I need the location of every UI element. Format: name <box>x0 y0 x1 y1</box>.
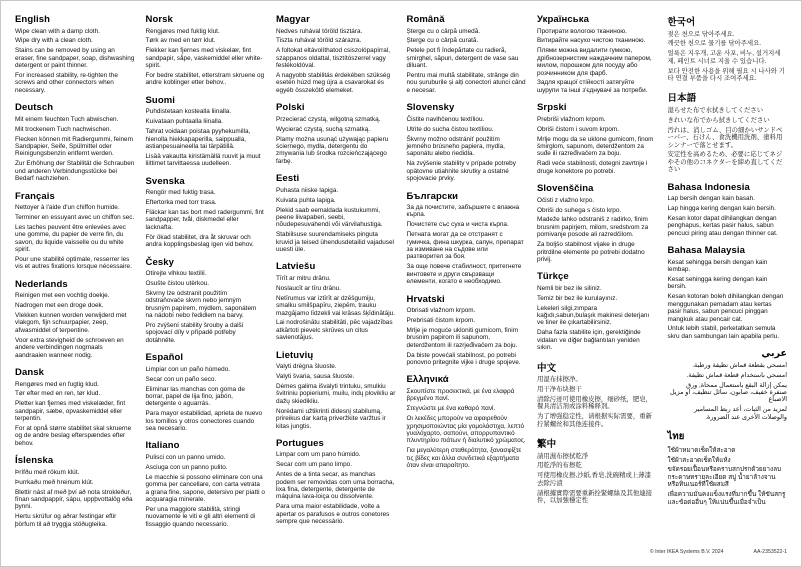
language-heading-arabic: عربي <box>761 348 787 360</box>
instruction-paragraph: Madeže lahko odstraniš z radirko, finim brusnim papirjem, milom, sredstvom za pomivanje posode ali razredčilom. <box>537 216 649 239</box>
instruction-paragraph: Плями можна видалити гумкою, дрібнозернистим наждачним папером, милом, порошком для посуду або розчинником для фарб. <box>537 47 652 77</box>
instruction-paragraph: Utrite do sucha čistou textíliou. <box>406 125 494 133</box>
instruction-paragraph: Nedves ruhával töröld tisztára. <box>276 27 363 35</box>
language-heading-espanol: Español <box>145 352 184 364</box>
language-heading-latviesu: Latviešu <box>276 261 316 273</box>
copyright-text: © Inter IKEA Systems B.V. 2024 <box>649 549 724 555</box>
instruction-paragraph: Na zvýšenie stability v prípade potreby opätovne utiahnite skrutky a ostatné spojovacie prvky. <box>406 160 516 183</box>
section-bahasa-indonesia <box>668 182 788 238</box>
section-thai <box>668 429 788 506</box>
section-chinese-traditional <box>537 436 657 504</box>
instruction-paragraph: For increased stability, re-tighten the screws and other connectors when necessary. <box>15 72 118 94</box>
instruction-paragraph: 安定性を高めるため、必要に応じてネジやその他のコネクターを締め直してください <box>667 151 783 174</box>
section-nederlands <box>15 279 135 359</box>
column-4 <box>407 14 527 542</box>
instruction-paragraph: За да почистите, забършете с влажна кърпа. <box>406 204 520 219</box>
instruction-paragraph: Οι λεκέδες μπορούν να αφαιρεθούν χρησιμοποιώντας μία γομολάστιχα, λεπτό γυαλόχαρτο, σαπούνι, απορρυπαντικό πλυντηρίου πιάτων ή διαλυτικό χρώματος. <box>406 415 526 445</box>
instruction-paragraph: Stains can be removed by using an eraser, fine sandpaper, soap, dishwashing detergent or paint thinner. <box>15 47 135 70</box>
instruction-paragraph: Limpar com um pano húmido. <box>276 451 361 459</box>
language-heading-ellinika: Ελληνικά <box>406 374 449 386</box>
section-norsk <box>146 14 266 87</box>
instruction-paragraph: Kuivataan puhtaalla liinalla. <box>145 118 223 126</box>
column-5 <box>537 14 657 542</box>
instruction-paragraph: Le macchie si possono eliminare con una gomma per cancellare, con carta vetrata a grana fine, sapone, detersivo per piatti o acquaragia minerale. <box>145 473 265 503</box>
instruction-paragraph: Kesat sehingga bersih dengan kain lembap. <box>667 258 768 274</box>
instruction-paragraph: امسحي بقطعة قماش نظيفة ورطبة. <box>692 361 787 369</box>
column-6 <box>668 14 788 542</box>
instruction-paragraph: Tør efter med en ren, tør klud. <box>15 390 101 398</box>
instruction-paragraph: Για μεγαλύτερη σταθερότητα, ξανασφίξτε τις βίδες και άλλα συνδετικά εξαρτήματα όταν είναι απαραίτητο. <box>406 447 522 470</box>
instruction-paragraph: Rengör med fuktig trasa. <box>145 189 216 197</box>
instruction-paragraph: Čistite navlhčenou textíliou. <box>406 115 485 123</box>
instruction-paragraph: Daha fazla stabilite için, gerektiğinde vidaları ve diğer bağlantıları yeniden sıkın. <box>537 329 641 352</box>
instruction-paragraph: Asciuga con un panno pulito. <box>145 463 228 471</box>
language-heading-deutsch: Deutsch <box>15 102 54 114</box>
instruction-paragraph: امسحي باستخدام قطعة قماش نظيفة. <box>686 371 787 379</box>
instruction-paragraph: Flekker kan fjernes med viskelær, fint sandpapir, såpe, vaskemiddel eller white-spirit. <box>145 47 263 70</box>
language-heading-ukrainska: Українська <box>537 14 589 25</box>
section-dansk <box>15 367 135 447</box>
instruction-paragraph: For at opnå større stabilitet skal skruerne og de andre beslag efterspændes efter behov. <box>15 425 132 447</box>
instruction-paragraph: Lekeleri silgi,zımpara kağıdı,sabun,bulaşık makinesi deterjanı ve tiner ile çıkartabilirsiniz. <box>537 304 650 327</box>
instruction-paragraph: 可使用橡皮擦,沙紙,香皂,洗碗精或上薄漆去除污漬 <box>537 472 651 487</box>
language-heading-islenska: Íslenska <box>15 455 54 467</box>
instruction-paragraph: Puhdistetaan kostealla liinalla. <box>145 108 232 116</box>
instruction-paragraph: Secar com um pano limpo. <box>276 461 353 469</box>
instruction-paragraph: Tīrīt ar mitru drānu. <box>276 274 331 282</box>
instruction-paragraph: Wipe clean with a damp cloth. <box>15 27 100 35</box>
instruction-paragraph: Osušte čistou utěrkou. <box>145 279 210 287</box>
section-islenska <box>15 455 135 528</box>
instruction-paragraph: Skvrny lze odstranit použitím odstraňovače skvrn nebo jemným brusným papírem, mýdlem, saponátem na nádobí nebo ředidlem na barvy. <box>145 289 257 320</box>
language-heading-polski: Polski <box>276 102 305 114</box>
instruction-paragraph: Протирати вологою тканиною. <box>537 27 627 35</box>
instruction-paragraph: きれいな布でから拭きしてください <box>667 116 770 124</box>
section-polski <box>276 102 396 165</box>
language-heading-slovensky: Slovensky <box>406 102 455 114</box>
instruction-paragraph: A nagyobb stabilitás érdekében szükség esetén húzd meg újra a csavarokat és egyéb összekötő elemeket. <box>276 72 391 94</box>
instruction-paragraph: Noslaucīt ar tīru drānu. <box>276 284 342 292</box>
language-heading-japanese: 日本語 <box>667 93 697 105</box>
instruction-paragraph: Почистете със суха и чиста кърпа. <box>406 221 509 229</box>
section-japanese <box>668 90 788 173</box>
section-bulgarski <box>407 191 527 286</box>
instruction-paragraph: 用乾淨的布擦乾 <box>537 462 582 470</box>
instruction-paragraph: Vlekken kunnen worden verwijderd met vlakgom, fijn schuurpapier, zeep, afwasmiddel of terpentine. <box>15 312 127 334</box>
instruction-paragraph: Eliminar las manchas con goma de borrar, papel de lija fino, jabón, detergente o aguarrás. <box>145 385 245 408</box>
instruction-paragraph: Reinigen met een vochtig doekje. <box>15 292 110 300</box>
instruction-paragraph: Nemli bir bez ile siliniz. <box>537 284 602 292</box>
section-deutsch <box>15 102 135 182</box>
section-suomi <box>146 95 266 168</box>
instruction-paragraph: Radi veće stabilnosti, dotegni zavrtnje i druge konektore po potrebi. <box>537 160 648 175</box>
instruction-paragraph: 請用濕布擦拭乾淨 <box>537 452 589 460</box>
instruction-paragraph: A foltokat eltávolíthatod csiszolópapírral, szappanos oldattal, tisztítószerrel vagy festékoldóval. <box>276 47 391 70</box>
instruction-paragraph: Задля кращої стійкості затягуйте шурупи та інші з'єднувачі за потреби. <box>537 79 648 94</box>
instruction-paragraph: Temiz bir bez ile kurulayınız. <box>537 294 618 302</box>
instruction-paragraph: Mit trockenem Tuch nachwischen. <box>15 125 112 133</box>
section-korean <box>668 14 788 82</box>
instruction-paragraph: Netīrumus var iztīrīt ar dzēšgumiju, smalku smilšpapīru, ziepēm, trauku mazgājamo līdzekli vai krāsas šķīdinātāju. <box>276 294 395 317</box>
instruction-paragraph: Pulisci con un panno umido. <box>145 453 226 461</box>
instruction-paragraph: Pentru mai multă stabilitate, strânge din nou șuruburile și alți conectori atunci când e necesar. <box>406 72 526 94</box>
language-heading-bahasa-malaysia: Bahasa Malaysia <box>667 245 746 257</box>
section-bahasa-malaysia <box>668 245 788 340</box>
instruction-paragraph: Puhasta niiske lapiga. <box>276 186 339 194</box>
instruction-paragraph: Da biste povećali stabilnost, po potrebi ponovno pritegnite vijke i druge spojeve. <box>406 351 521 366</box>
section-hrvatski <box>407 294 527 367</box>
instruction-paragraph: Prebriši vlažnom krpom. <box>537 115 606 123</box>
instruction-paragraph: 汚れは、消しゴム、目の細かいサンドペーパー、石けん、食洗機用洗剤、塗料用シンナーで落とせます。 <box>667 126 783 149</box>
instruction-paragraph: 얼룩은 지우개, 고운 사포, 비누, 설거지세제, 페인트 시너로 지울 수 있습니다. <box>667 50 781 65</box>
instruction-paragraph: 用干净布块擦干 <box>537 386 582 393</box>
column-1 <box>15 14 135 542</box>
instruction-paragraph: 用湿布抹擦净。 <box>537 376 582 384</box>
instruction-paragraph: Zur Erhöhung der Stabilität die Schrauben und anderen Verbindungsstücke bei Bedarf nachziehen. <box>15 160 135 183</box>
instruction-paragraph: Lisää vakautta kiristämällä ruuvit ja muut liittimet tarvittaessa uudelleen. <box>145 152 261 168</box>
section-turkce <box>537 271 657 351</box>
instruction-paragraph: Fläckar kan tas bort med radergummi, fint sandpapper, tvål, diskmedel eller lacknafta. <box>145 209 264 231</box>
instruction-paragraph: Les taches peuvent être enlevées avec une gomme, du papier de verre fin, du savon, du liquide vaisselle ou du white spirit. <box>15 223 126 254</box>
section-svenska <box>146 176 266 249</box>
instruction-paragraph: ใช้ผ้าหมาดเช็ดให้สะอาด <box>667 446 736 454</box>
instruction-paragraph: Valyti švaria, sausa šluoste. <box>276 373 355 381</box>
instruction-paragraph: Σκουπίστε προσεκτικά, με ένα ελαφρά βρεγμένο πανί. <box>406 387 515 403</box>
section-english <box>15 14 135 94</box>
instruction-paragraph: Șterge cu o cârpă curată. <box>406 37 479 45</box>
instruction-paragraph: Eftertorka med torr trasa. <box>145 199 217 207</box>
instruction-paragraph: Þurrkaðu með hreinum klút. <box>15 478 94 486</box>
instruction-paragraph: ขจัดรอยเปื้อนหรือคราบสกปรกด้วยยางลบ กระดาษทรายละเอียด สบู่ น้ำยาล้างจาน หรือทินเนอร์ที่ใช้ผสมสี <box>667 466 782 489</box>
instruction-paragraph: 湿らせた布で水拭きしてください <box>667 106 764 114</box>
column-2 <box>146 14 266 542</box>
section-cesky <box>146 257 266 345</box>
language-heading-francais: Français <box>15 190 55 202</box>
language-heading-hrvatski: Hrvatski <box>406 293 445 305</box>
instruction-paragraph: Tahrat voidaan poistaa pyyhekumilla, hienolla hiekkapaperilla, saippualla, astianpesuaineella tai tärpätillä. <box>145 128 251 150</box>
instruction-paragraph: Kesan kotoran boleh dihilangkan dengan menggunakan pemadam atau kertas pasir halus, sabun pencuci pinggan mangkuk atau pencair cat. <box>667 293 784 323</box>
page <box>1 1 801 566</box>
instruction-paragraph: Plamy można usunąć używając papieru ściernego, mydła, detergentu do zmywania lub środka rozcieńczającego farbę. <box>276 135 389 165</box>
instruction-paragraph: Петната могат да се отстранят с гумичка, фина шкурка, сапун, препарат за измиване на съдове или разтворител за боя. <box>406 231 524 261</box>
section-romana <box>407 14 527 94</box>
language-heading-srpski: Srpski <box>537 102 567 114</box>
instruction-paragraph: เพื่อความมั่นคงแข็งแรงที่มากขึ้น ให้ขันสกรูและข้อต่ออื่นๆ ให้แน่นขึ้นเมื่อจำเป็น <box>667 491 786 506</box>
language-heading-dansk: Dansk <box>15 367 45 378</box>
instruction-paragraph: Nettoyer à l'aide d'un chiffon humide. <box>15 204 120 211</box>
language-heading-suomi: Suomi <box>145 94 176 106</box>
section-latviesu <box>276 261 396 341</box>
section-srpski <box>537 102 657 175</box>
instruction-paragraph: يمكن إزالة البقع باستعمال ممحاة, ورق صنفرة خفيف، صابون، سائل تنظيف، او مزيل الاصباغ <box>669 381 787 404</box>
instruction-paragraph: Škvrny možno odstrániť použitím jemného brúsneho papiera, mydla, saponátu alebo riedidla. <box>406 135 505 158</box>
section-lietuviu <box>276 350 396 430</box>
instruction-paragraph: Wycierać czystą, suchą szmatką. <box>276 125 371 133</box>
language-heading-korean: 한국어 <box>667 17 696 28</box>
section-ellinika <box>407 374 527 469</box>
language-heading-portugues: Portugues <box>276 437 324 449</box>
instruction-paragraph: Tørk av med en tørr klut. <box>145 37 216 45</box>
instruction-paragraph: Terminer en essuyant avec un chiffon sec. <box>15 213 135 221</box>
language-heading-bahasa-indonesia: Bahasa Indonesia <box>667 181 750 193</box>
column-3 <box>276 14 396 542</box>
section-eesti <box>276 173 396 253</box>
instruction-paragraph: 젖은 천으로 닦아주세요. <box>667 30 735 38</box>
instruction-paragraph: Očisti z vlažno krpo. <box>537 196 595 204</box>
instruction-paragraph: Voor extra stevigheid de schroeven en andere verbindingen nogmaals aandraaien wanneer nodig. <box>15 336 124 359</box>
instruction-paragraph: Tiszta ruhával töröld szárazra. <box>276 37 362 45</box>
instruction-paragraph: Pletter kan fjernes med viskelæder, fint sandpapir, sæbe, opvaskemiddel eller terpentin. <box>15 400 126 423</box>
language-heading-nederlands: Nederlands <box>15 278 68 290</box>
instruction-paragraph: Kesan kotor dapat dihilangkan dengan penghapus, kertas pasir halus, sabun pencuci piring atau dengan thinner cat. <box>667 215 778 237</box>
document-number: AA-2353522-1 <box>753 549 787 555</box>
instruction-paragraph: Витирайте насухо чистою тканиною. <box>537 37 646 45</box>
instruction-paragraph: Valyti drėgna šluoste. <box>276 363 337 371</box>
instruction-paragraph: Per una maggiore stabilità, stringi nuovamente le viti e gli altri elementi di fissaggio quando necessario. <box>145 505 256 528</box>
language-heading-norsk: Norsk <box>145 14 173 25</box>
language-heading-english: English <box>15 14 51 25</box>
instruction-paragraph: Șterge cu o cârpă umedă. <box>406 27 481 35</box>
instruction-paragraph: Lap hingga kering dengan kain bersih. <box>667 205 776 213</box>
instruction-paragraph: 깨끗한 천으로 물기를 닦아주세요. <box>667 40 762 48</box>
instruction-paragraph: Pour une stabilité optimale, resserrer les vis et autres fixations lorsque nécessaire. <box>15 255 132 271</box>
instruction-paragraph: Rengjøres med fuktig klut. <box>145 27 220 35</box>
language-heading-turkce: Türkçe <box>537 271 569 283</box>
instruction-paragraph: Rengøres med en fugtig klud. <box>15 380 99 388</box>
instruction-paragraph: Petele pot fi îndepărtate cu radieră, șmirghel, săpun, detergent de vase sau diluant. <box>406 47 519 70</box>
language-heading-lietuviu: Lietuvių <box>276 349 314 361</box>
instruction-paragraph: ใช้ผ้าสะอาดเช็ดให้แห้ง <box>667 456 731 464</box>
section-slovenscina <box>537 183 657 263</box>
instruction-paragraph: 보다 안전한 사용을 위해 필요 시 나사와 기타 연결 부품을 다시 조여주세요. <box>667 67 785 83</box>
section-espanol <box>146 352 266 432</box>
instruction-paragraph: För ökad stabilitet, dra åt skruvar och andra kopplingsbeslag igen vid behov. <box>145 233 254 249</box>
language-heading-romana: Română <box>406 14 445 25</box>
instruction-paragraph: Secar con un paño seco. <box>145 375 217 383</box>
instruction-paragraph: Plekid saab eemaldada kustukummi, peene liivapaberi, seebi, nõudepesuvahendi või värvilahustiga. <box>276 206 383 229</box>
instruction-paragraph: Obriši čistom i suvom krpom. <box>537 125 620 133</box>
section-francais <box>15 191 135 271</box>
instruction-paragraph: 請根據實際需要重新拴緊螺絲及其他連接件，以加強穩定性 <box>537 489 653 505</box>
instruction-paragraph: Para uma maior estabilidade, volte a apertar os parafusos e outros conetores sempre que necessário. <box>276 503 390 526</box>
instruction-paragraph: Στεγνώστε με ένα καθαρό πανί. <box>406 405 496 413</box>
instruction-paragraph: Prebrisati čistom krpom. <box>406 316 476 324</box>
instruction-paragraph: Untuk lebih stabil, perketatkan semula skru dan sambungan lain apabila perlu. <box>667 325 780 340</box>
instruction-paragraph: Pro zvýšení stability šrouby a další spojovací díly v případě potřeby dotáhněte. <box>145 321 244 344</box>
instruction-paragraph: Obrisati vlažnom krpom. <box>406 307 476 315</box>
language-heading-thai: ไทย <box>667 431 685 443</box>
language-heading-chinese-simplified: 中文 <box>537 362 557 374</box>
instruction-paragraph: Otírejte vlhkou textilií. <box>145 270 207 278</box>
instruction-paragraph: Antes de a tinta secar, as manchas podem ser removidas com uma borracha, lixa fina, detergente, detergente de máquina lava-loiça ou dissolvente. <box>276 471 395 501</box>
section-arabic <box>668 348 788 421</box>
instruction-paragraph: Kesat sehingga kering dengan kain bersih. <box>667 276 768 291</box>
section-chinese-simplified <box>537 360 657 428</box>
section-slovensky <box>407 102 527 182</box>
instruction-paragraph: Lai nodrošinātu stabilitāti, pēc vajadzības atkārtoti pievelc skrūves un citus savienotājus. <box>276 319 393 342</box>
instruction-paragraph: Hertu skrúfur og aðrar festingar eftir þörfum til að tryggja stöðugleika. <box>15 513 117 528</box>
instruction-paragraph: 清除污迹可使用橡皮擦，细砂纸，肥皂，餐具清洁剂或涂料稀释剂。 <box>537 395 653 411</box>
language-heading-slovenscina: Slovenščina <box>537 183 594 195</box>
instruction-paragraph: Limpiar con un paño húmedo. <box>145 365 231 373</box>
language-heading-italiano: Italiano <box>145 440 180 452</box>
instruction-paragraph: Przecierać czystą, wilgotną szmatką. <box>276 115 381 123</box>
language-columns <box>15 14 787 542</box>
language-heading-cesky: Česky <box>145 256 174 268</box>
instruction-paragraph: Stabiilsuse suurendamiseks pinguta kruvid ja teised ühendusdetailid vajadusel uuesti üle. <box>276 231 394 254</box>
instruction-paragraph: За още повече стабилност, притегнете винтовете и други свързващи елементи, когато е необходимо. <box>406 263 522 286</box>
section-portugues <box>276 438 396 526</box>
instruction-paragraph: Norėdami užtikrinti didesnį stabilumą, prireikus dar kartą priveržkite varžtus ir kitas jungtis. <box>276 407 386 430</box>
instruction-paragraph: Lap bersih dengan kain basah. <box>667 195 755 203</box>
language-heading-chinese-traditional: 繁中 <box>537 439 557 451</box>
instruction-paragraph: Mrlje je moguće ukloniti gumicom, finim brusnim papirom ili sapunom, deterdžentom ili razrjeđivačem za boju. <box>406 326 519 349</box>
instruction-paragraph: Mit einem feuchten Tuch abwischen. <box>15 115 119 123</box>
footer <box>650 549 787 555</box>
instruction-paragraph: Dėmes galima išvalyti trintuku, smulkiu švitriniu popieriumi, muilu, indų plovikliu ar dažų skiedikliu. <box>276 383 396 405</box>
instruction-paragraph: Blettir nást af með því að nota strokleður, fínan sandpappír, sápu, uppþvottalög eða þynni. <box>15 488 133 511</box>
instruction-paragraph: Nadrogen met een droge doek. <box>15 302 104 310</box>
language-heading-bulgarski: Български <box>406 190 459 202</box>
section-magyar <box>276 14 396 94</box>
instruction-paragraph: لمزيد من الثبات، أعد ربط المسامير والوصلات الأخرى عند الضرورة. <box>694 406 787 421</box>
language-heading-svenska: Svenska <box>145 175 185 187</box>
instruction-paragraph: Mrlje mogu da se uklone gumicom, finom šmirglom, sapunom, deterdžentom za suđe ili razređivačem za boju. <box>537 135 654 158</box>
section-ukrainska <box>537 14 657 94</box>
section-italiano <box>146 440 266 528</box>
instruction-paragraph: Wipe dry with a clean cloth. <box>15 37 93 45</box>
language-heading-magyar: Magyar <box>276 14 310 25</box>
instruction-paragraph: Þrífðu með rökum klút. <box>15 468 80 476</box>
instruction-paragraph: 为了增强稳定性，请根据实际需要，重新拧紧螺丝和其他连接件。 <box>537 413 653 428</box>
instruction-paragraph: Flecken können mit Radiergummi, feinem Sandpapier, Seife, Spülmittel oder Reinigungsbenzin entfernt werden. <box>15 135 133 158</box>
instruction-paragraph: Za boljšo stabilnost vijake in druge pritrdilne elemente po potrebi dodatno privij. <box>537 241 645 263</box>
instruction-paragraph: Kuivata puhta lapiga. <box>276 196 336 204</box>
instruction-paragraph: Para mayor estabilidad, aprieta de nuevo los tornillos y otros conectores cuando sea necesario. <box>145 410 263 433</box>
instruction-paragraph: Obriši do suhega s čisto krpo. <box>537 206 622 214</box>
language-heading-eesti: Eesti <box>276 173 300 185</box>
instruction-paragraph: For bedre stabilitet, etterstram skruene og andre koblinger etter behov.. <box>145 72 265 87</box>
